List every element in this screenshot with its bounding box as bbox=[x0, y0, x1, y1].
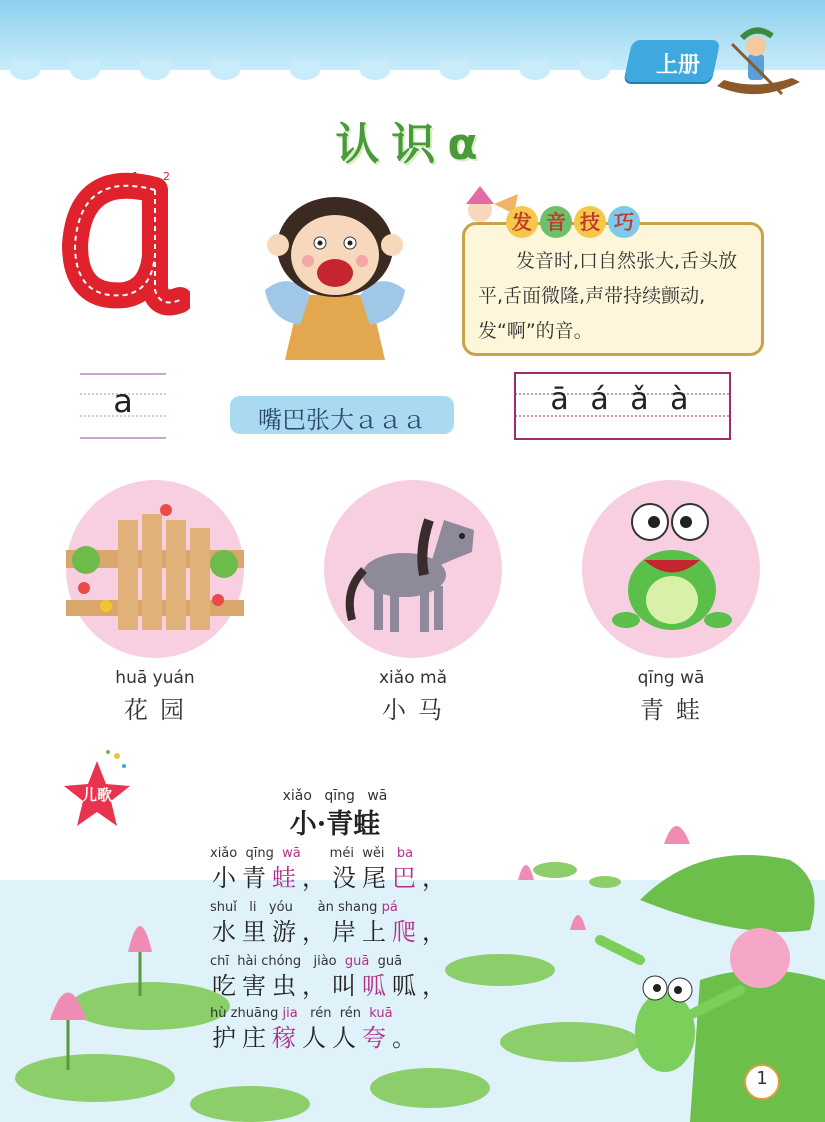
svg-text:1: 1 bbox=[132, 170, 139, 183]
tip-title-char: 发 bbox=[506, 206, 538, 238]
garden-fence-icon bbox=[66, 480, 244, 658]
pinyin-garden: huā yuán bbox=[115, 668, 195, 688]
boat-girl-illustration bbox=[712, 24, 802, 102]
rhyme-title-pinyin: xiǎo qīng wā bbox=[282, 788, 388, 804]
picture-circle-pony bbox=[324, 480, 502, 658]
rhyme-line: 小青蛙，没尾巴， bbox=[212, 864, 452, 892]
page-title: 认识α bbox=[335, 119, 490, 170]
tip-text: 发音时,口自然张大,舌头放平,舌面微隆,声带持续颤动,发“啊”的音。 bbox=[478, 250, 738, 342]
svg-text:2: 2 bbox=[163, 170, 170, 183]
rhyme-line-pinyin: hù zhuāng jia rén rén kuā bbox=[210, 1006, 393, 1021]
mouth-hint-text: 嘴巴张大ａａａ bbox=[258, 406, 426, 434]
volume-label: 上册 bbox=[655, 53, 700, 78]
rhyme-line-pinyin: xiǎo qīng wā méi wěi ba bbox=[210, 846, 414, 861]
rhyme-line: 护庄稼人人夸。 bbox=[212, 1024, 422, 1052]
frog-icon bbox=[582, 480, 760, 658]
page-number: 1 bbox=[756, 1068, 768, 1089]
word-pony: 小马 bbox=[382, 696, 454, 724]
rhyme-line-pinyin: shuǐ li yóu àn shang pá bbox=[210, 900, 398, 915]
picture-circle-garden bbox=[66, 480, 244, 658]
pinyin-pony: xiǎo mǎ bbox=[379, 668, 447, 688]
tip-title-char: 音 bbox=[540, 206, 572, 238]
tone-marks: ā á ǎ à bbox=[550, 382, 695, 417]
rhyme-line: 水里游，岸上爬， bbox=[212, 918, 452, 946]
rhyme-badge-label: 儿歌 bbox=[81, 786, 112, 804]
girl-open-mouth-illustration bbox=[250, 185, 420, 365]
picture-circle-frog bbox=[582, 480, 760, 658]
pinyin-frog: qīng wā bbox=[637, 668, 705, 688]
tip-title-char: 技 bbox=[574, 206, 606, 238]
pony-icon bbox=[324, 480, 502, 658]
letter-a-stroke-guide bbox=[60, 150, 190, 320]
tip-title-char: 巧 bbox=[608, 206, 640, 238]
word-garden: 花园 bbox=[124, 696, 196, 724]
rhyme-line-pinyin: chī hài chóng jiào guā guā bbox=[210, 954, 403, 969]
word-frog: 青蛙 bbox=[640, 696, 712, 724]
rhyme-line: 吃害虫，叫呱呱， bbox=[212, 972, 452, 1000]
practice-letter: a bbox=[113, 382, 133, 420]
rhyme-title: 小·青蛙 bbox=[289, 809, 381, 840]
